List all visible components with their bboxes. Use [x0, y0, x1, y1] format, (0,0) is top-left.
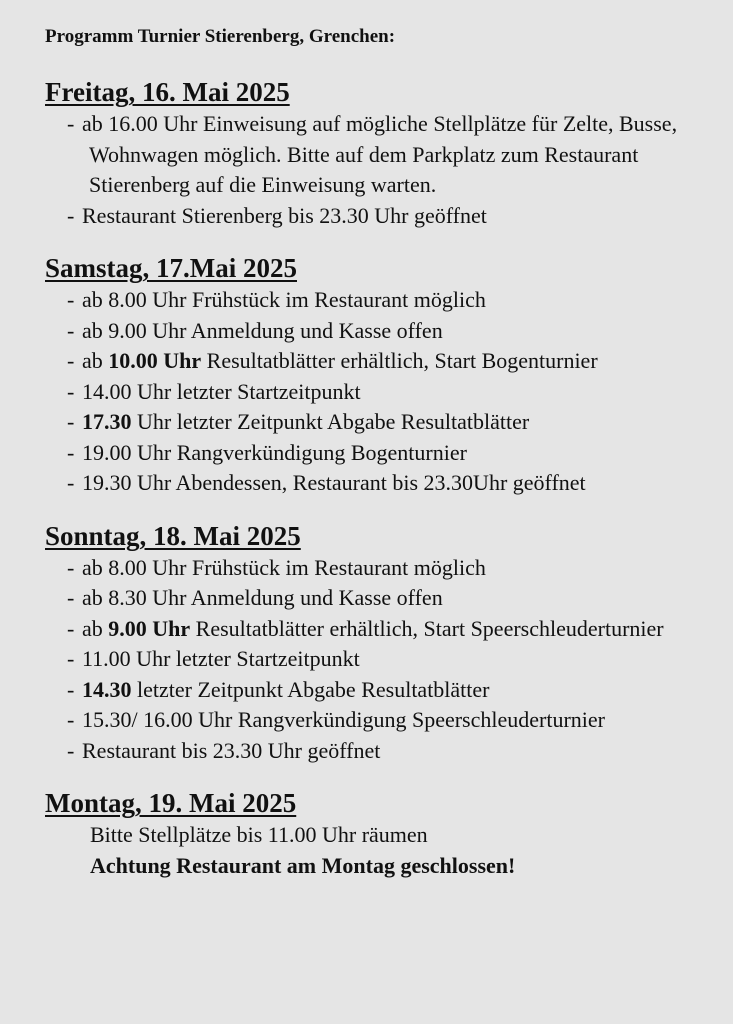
schedule-item: [67, 583, 713, 614]
list-dash: -: [67, 317, 75, 343]
list-dash: -: [67, 439, 75, 465]
item-text: ab: [82, 615, 109, 641]
list-dash: -: [67, 585, 75, 610]
item-text: ab 16.00 Uhr Einweisung auf mögliche Stellplätze für Zelte, Busse, Wohnwagen möglich. Bitte auf dem Parkplatz zum Restaurant Stierenberg auf die Einweisung warten.: [82, 111, 678, 197]
item-time-highlight: 10.00 Uhr: [108, 348, 202, 373]
monday-notes: [45, 820, 713, 881]
schedule-item: [67, 675, 713, 706]
item-time-highlight: 17.30: [82, 409, 132, 434]
schedule-item: [67, 736, 713, 767]
list-dash: -: [67, 707, 75, 732]
item-time-highlight: 9.00 Uhr: [108, 615, 191, 641]
schedule-item: [67, 346, 713, 377]
day-section-sunday: [45, 521, 713, 767]
item-text: ab 9.00 Uhr Anmeldung und Kasse offen: [82, 317, 443, 343]
day-heading-friday: Freitag, 16. Mai 2025: [45, 77, 290, 107]
schedule-item: [67, 285, 713, 316]
item-text: 15.30/ 16.00 Uhr Rangverkündigung Speerschleuderturnier: [82, 707, 605, 732]
list-dash: -: [67, 111, 75, 136]
schedule-item: [67, 644, 713, 675]
item-text-rest: Resultatblätter erhältlich, Start Bogenturnier: [201, 348, 598, 373]
schedule-item: [67, 316, 713, 347]
schedule-item: [67, 705, 713, 736]
item-text: 19.30 Uhr Abendessen, Restaurant bis 23.30Uhr geöffnet: [82, 470, 586, 495]
item-text: ab 8.00 Uhr Frühstück im Restaurant möglich: [82, 287, 486, 312]
day-heading-saturday: Samstag, 17.Mai 2025: [45, 253, 297, 283]
item-text: Restaurant bis 23.30 Uhr geöffnet: [82, 737, 381, 763]
list-dash: -: [67, 287, 75, 312]
list-dash: -: [67, 554, 75, 580]
item-text: ab 8.30 Uhr Anmeldung und Kasse offen: [82, 585, 443, 610]
schedule-item: [67, 438, 713, 469]
monday-note-restaurant-closed: Achtung Restaurant am Montag geschlossen!: [90, 852, 516, 878]
day-section-monday: [45, 788, 713, 881]
schedule-item: [67, 614, 713, 645]
day-heading-monday: Montag, 19. Mai 2025: [45, 788, 297, 818]
item-time-highlight: 14.30: [82, 676, 132, 702]
item-text: ab: [82, 348, 109, 373]
list-dash: -: [67, 676, 75, 702]
schedule-list-sunday: [45, 553, 713, 767]
schedule-item: [67, 109, 713, 201]
list-dash: -: [67, 378, 75, 404]
schedule-item: [67, 553, 713, 584]
list-dash: -: [67, 737, 75, 763]
day-section-friday: [45, 77, 713, 231]
schedule-item: [67, 468, 713, 499]
item-text: 14.00 Uhr letzter Startzeitpunkt: [82, 378, 361, 404]
document-title: Programm Turnier Stierenberg, Grenchen:: [45, 26, 396, 47]
list-dash: -: [67, 615, 75, 641]
schedule-item: [67, 407, 713, 438]
monday-note-clear-spaces: Bitte Stellplätze bis 11.00 Uhr räumen: [90, 822, 428, 847]
item-text: 19.00 Uhr Rangverkündigung Bogenturnier: [82, 439, 467, 465]
list-dash: -: [67, 409, 75, 434]
schedule-list-friday: [45, 109, 713, 231]
item-text-rest: Resultatblätter erhältlich, Start Speerschleuderturnier: [190, 615, 664, 641]
list-dash: -: [67, 470, 75, 495]
schedule-item: [67, 201, 713, 232]
list-dash: -: [67, 646, 75, 671]
list-dash: -: [67, 348, 75, 373]
item-text-rest: Uhr letzter Zeitpunkt Abgabe Resultatblätter: [131, 409, 530, 434]
item-text-rest: letzter Zeitpunkt Abgabe Resultatblätter: [131, 676, 490, 702]
item-text: ab 8.00 Uhr Frühstück im Restaurant möglich: [82, 554, 486, 580]
item-text: 11.00 Uhr letzter Startzeitpunkt: [82, 646, 360, 671]
day-section-saturday: [45, 253, 713, 499]
schedule-list-saturday: [45, 285, 713, 499]
item-text: Restaurant Stierenberg bis 23.30 Uhr geöffnet: [82, 202, 487, 228]
list-dash: -: [67, 202, 75, 228]
day-heading-sunday: Sonntag, 18. Mai 2025: [45, 520, 301, 551]
schedule-item: [67, 377, 713, 408]
